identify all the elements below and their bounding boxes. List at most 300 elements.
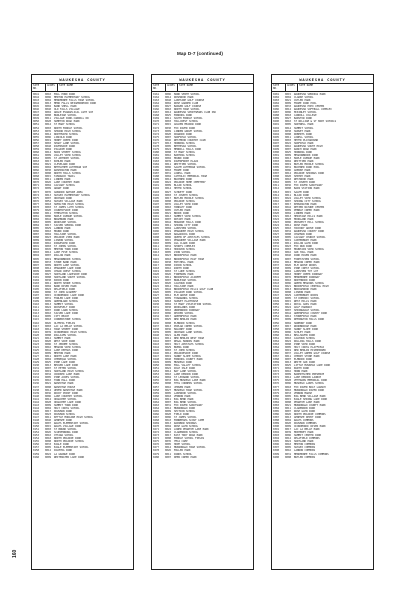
site-name-cell: ST DOMINIC SCHOOL [294,297,320,301]
site-name-cell: PRAIRIE HOME CEMETERY [174,181,206,185]
acres-cell: 0004 [45,184,52,188]
site-number-cell: 0145 [33,409,40,413]
site-name-cell: MENOMONEE PARKWAY [294,275,320,279]
site-name-cell: MERRILL HILLS PARK [174,147,202,151]
site-number-cell: 0075 [33,196,40,200]
site-name-cell: HORIZON SCHOOL [174,248,196,252]
site-name-cell: CALHOUN SCHOOL [294,336,316,340]
acres-cell: 0022 [285,141,292,145]
table-rows [152,92,253,459]
site-number-cell: 0048 [33,114,40,118]
site-number-cell: 0319 [273,208,280,212]
site-number-cell: 0338 [273,266,280,270]
acres-cell: 0012 [285,376,292,380]
site-name-cell: ST BRUNO SCHOOL [54,428,77,432]
site-number-cell: 0385 [273,409,280,413]
site-number-cell: 0101 [33,275,40,279]
site-name-cell: OCONOMOWOC LAKE PARK [54,294,85,298]
site-name-cell: ROBERTS PARK [294,132,313,136]
site-name-cell: WEST HILLS PARK [294,300,317,304]
acres-cell: 0008 [165,321,172,325]
acres-cell: 0007 [285,409,292,413]
site-number-cell: 0380 [273,394,280,398]
site-name-cell: NIXON PARK [54,278,70,282]
site-number-cell: 0330 [273,242,280,246]
acres-cell: 0015 [45,294,52,298]
acres-cell: 0044 [165,220,172,224]
site-number-cell: 0292 [273,126,280,130]
site-name-cell: ST ANTHONY SCHOOL [54,156,80,160]
acres-cell: 0005 [285,345,292,349]
acres-cell: 0024 [285,306,292,310]
site-number-cell: 0393 [273,434,280,438]
site-name-cell: MILLER PARK [174,449,191,453]
acres-cell: 0009 [285,102,292,106]
site-name-cell: LOWELL PARK [174,172,191,176]
site-number-cell: 0215 [153,257,160,261]
site-number-cell: 0053 [33,129,40,133]
site-number-cell: 0400 [273,455,280,459]
site-name-cell: BUCHNER PARK [174,178,193,182]
site-name-cell: LANNON PARK [54,227,71,231]
site-number-cell: 0276 [153,443,160,447]
site-number-cell: 0202 [153,217,160,221]
site-name-cell: BIG BEND PARK [174,397,194,401]
acres-cell: 0006 [45,394,52,398]
acres-cell: 0004 [285,211,292,215]
site-name-cell: WILLOW GLEN PARK [294,242,319,246]
acres-cell: 0012 [45,336,52,340]
acres-cell: 0015 [165,342,172,346]
site-name-cell: BROOK PARK [174,211,190,215]
site-name-cell: EAST TROY ROAD PARK [174,434,203,438]
site-number-cell: 0263 [153,403,160,407]
acres-cell: 0010 [285,178,292,182]
site-number-cell: 0236 [153,321,160,325]
site-number-cell: 0396 [273,443,280,447]
acres-cell: 0011 [165,275,172,279]
site-number-cell: 0233 [153,312,160,316]
site-number-cell: 0387 [273,415,280,419]
acres-cell: 0004 [45,147,52,151]
site-name-cell: MEADOWBROOK PARK [294,153,319,157]
acres-cell: 0008 [285,400,292,404]
acres-cell: 0028 [45,120,52,124]
table-row [32,456,133,459]
site-number-cell: 0260 [153,394,160,398]
site-name-cell: SENIOR HIGH SCHOOL [54,129,82,133]
acres-cell: 0011 [285,303,292,307]
site-name-cell: KURTH PARK [294,367,310,371]
site-name-cell: REGAL MANORS PARK [174,339,200,343]
site-number-cell: 0262 [153,400,160,404]
site-number-cell: 0125 [33,348,40,352]
site-name-cell: WHITTIER SCHOOL [174,163,197,167]
site-number-cell: 0303 [273,160,280,164]
acres-cell: 0017 [45,409,52,413]
site-number-cell: 0247 [153,355,160,359]
site-name-cell: HAMPTON ROAD PARK [54,120,80,124]
site-name-cell: PINE VIEW PARK [294,342,316,346]
site-number-cell: 0142 [33,400,40,404]
acres-cell: 0005 [45,315,52,319]
acres-cell: 0011 [165,163,172,167]
site-number-cell: 0249 [153,361,160,365]
site-number-cell: 0158 [33,449,40,453]
site-number-cell: 0369 [273,361,280,365]
site-number-cell: 0205 [153,227,160,231]
site-number-cell: 0198 [153,205,160,209]
site-name-cell: NAGAWICKA PARK [174,233,196,237]
acres-cell: 0044 [285,312,292,316]
acres-cell: 0011 [45,415,52,419]
acres-cell: 0007 [165,455,172,459]
acres-cell: 0018 [45,202,52,206]
acres-cell: 0016 [45,242,52,246]
acres-cell: 0013 [285,361,292,365]
acres-cell: 0033 [45,260,52,264]
acres-cell: 0018 [285,385,292,389]
site-name-header: SITE NAME [299,84,314,87]
site-number-cell: 0054 [33,132,40,136]
site-name-cell: WAUKESHA COUNTY PARK [294,230,325,234]
acres-cell: 0010 [285,227,292,231]
acres-cell: 0052 [45,199,52,203]
site-number-cell: 0248 [153,358,160,362]
site-number-cell: 0284 [273,102,280,106]
site-name-cell: BADGER GOLF COURSE [174,105,202,109]
site-number-cell: 0044 [33,102,40,106]
site-name-cell: WALES COMMONS [294,419,314,423]
site-name-cell: LA GRANGE PARK [54,452,76,456]
site-name-cell: GREENLAND SCHOOL [54,300,79,304]
acres-cell: 0005 [45,220,52,224]
site-number-cell: 0258 [153,388,160,392]
site-name-cell: CUTLER PARK [294,99,311,103]
site-name-cell: SECTION SCHOOL [174,409,196,413]
site-name-cell: PRAIRIE SCHOOL [174,199,196,203]
acres-cell: 0016 [45,345,52,349]
site-number-cell: 0399 [273,452,280,456]
site-name-cell: TESS CORNERS SCHOOL [174,382,203,386]
acres-cell: 0010 [165,205,172,209]
site-number-cell: 0331 [273,245,280,249]
site-number-cell: 0177 [153,141,160,145]
acres-cell: 0011 [45,211,52,215]
site-name-cell: ROSE GLEN PARK [294,409,316,413]
site-number-cell: 0127 [33,355,40,359]
acres-cell: 0006 [165,312,172,316]
site-number-cell: 0175 [153,135,160,139]
site-name-cell: VALLEY VIEW SCHOOL [294,196,322,200]
site-number-cell: 0279 [153,452,160,456]
site-name-cell: WILLOW PARK [54,254,71,258]
acres-cell: 0003 [45,245,52,249]
site-number-cell: 0143 [33,403,40,407]
acres-cell: 0012 [165,294,172,298]
acres-cell: 0007 [285,199,292,203]
site-name-cell: MERTON PARK [54,351,71,355]
site-number-cell: 0156 [33,443,40,447]
site-name-cell: WEST SIDE PARK [54,339,76,343]
site-name-cell: LAKEWOOD SCHOOL [174,391,197,395]
site-name-cell: VILLAGE PARK-CARROLL DR [54,117,89,121]
acres-cell: 0011 [45,178,52,182]
site-number-cell: 0207 [153,233,160,237]
site-name-cell: RANCH ROAD PARK [294,147,317,151]
site-number-cell: 0161 [153,93,160,96]
acres-cell: 0006 [45,342,52,346]
acres-cell: 0027 [165,388,172,392]
site-number-cell: 0073 [33,190,40,194]
site-name-header: SITE NAME [59,84,74,87]
site-number-cell: 0243 [153,342,160,346]
site-number-cell: 0192 [153,187,160,191]
site-name-cell: NORTH HILLS SCHOOL [54,172,82,176]
table-panel-middle [151,74,254,570]
site-name-cell: LAKESIDE GOLF COURSE [174,99,205,103]
acres-cell: 0017 [165,196,172,200]
site-name-cell: PHANTOM LAKE PARK [294,400,320,404]
site-number-cell: 0336 [273,260,280,264]
site-name-cell: NORTH LAKE SCHOOL [54,263,80,267]
acres-cell: 0011 [165,452,172,456]
acres-cell: 0010 [45,230,52,234]
site-number-cell: 0077 [33,202,40,206]
acres-cell: 0004 [45,233,52,237]
acres-cell: 0021 [285,284,292,288]
acres-cell: 0031 [165,172,172,176]
acres-cell: 0013 [285,288,292,291]
site-number-cell: 0060 [33,150,40,154]
site-number-cell: 0092 [33,248,40,252]
site-name-cell: HOLY CROSS PLAYFIELD [294,345,325,349]
site-number-cell: 0153 [33,434,40,438]
site-number-cell: 0102 [33,278,40,282]
acres-cell: 0045 [45,248,52,252]
acres-cell: 0009 [165,361,172,365]
site-number-cell: 0340 [273,272,280,276]
site-number-cell: 0379 [273,391,280,395]
site-name-cell: ST MARY VISITATION SCHOOL [174,303,212,307]
site-number-cell: 0057 [33,141,40,145]
site-name-cell: SUMMIT SCHOOL [294,126,314,130]
acres-cell: 0026 [165,272,172,276]
acres-cell: 0024 [165,428,172,432]
site-name-cell: MITCHELL PARK [174,260,194,264]
site-name-cell: MIDDLE SCHOOL FIELDS [174,437,205,441]
site-name-cell: MAIN STREET SCHOOL [54,150,82,154]
site-number-cell: 0097 [33,263,40,267]
site-name-cell: LAC LA BELLE SCHOOL [54,324,83,328]
site-name-cell: NORTH LAKE PARK [54,355,77,359]
site-name-cell: VALLEY VIEW SCHOOL [54,153,82,157]
acres-cell: 0010 [45,379,52,383]
acres-cell: 0019 [45,138,52,142]
site-name-cell: GENESEE DEPOT PARK [294,415,322,419]
site-number-cell: 0383 [273,403,280,407]
acres-cell: 0006 [45,214,52,218]
acres-cell: 0009 [45,153,52,157]
site-number-cell: 0129 [33,361,40,365]
site-number-cell: 0368 [273,358,280,362]
site-number-cell: 0305 [273,166,280,170]
site-name-cell: ELMWOOD SCHOOL [174,321,196,325]
site-name-cell: MUKWONAGO COUNTY PARK [294,403,326,407]
site-name-cell: PRAIRIE SPRINGS PARK [294,172,325,176]
site-number-cell: 0344 [273,284,280,288]
site-name-cell: MUSKEGO PARK [174,361,193,365]
site-number-cell: 0108 [33,297,40,301]
acres-cell: 0016 [165,153,172,157]
site-name-cell: SOUTH MIDDLE SCHOOL [174,117,203,121]
site-name-cell: ST LUKE SCHOOL [174,269,196,273]
acres-cell: 0011 [165,336,172,340]
site-name-cell: NORTH HIGH SCHOOL [174,108,200,112]
site-name-cell: BADERTSCHER PRESERVE [294,373,325,377]
acres-cell: 0008 [285,187,292,191]
site-name-cell: KETTLE MORAINE HIGH SCHOOL [54,415,94,419]
site-number-cell: 0228 [153,297,160,301]
site-name-cell: ROCKY POINT PARK [54,391,79,395]
acres-cell: 0036 [165,327,172,331]
acres-cell: 0021 [285,99,292,103]
site-number-cell: 0359 [273,330,280,334]
acres-cell: 0013 [45,303,52,307]
acres-cell: 0021 [285,403,292,407]
site-number-cell: 0126 [33,351,40,355]
acres-cell: 0017 [45,160,52,164]
site-name-cell: LAKE COUNTRY PARK [54,181,80,185]
site-name-cell: CARROLL COLLEGE [294,114,317,118]
acres-cell: 0015 [165,123,172,127]
acres-cell: 0024 [165,147,172,151]
site-number-cell: 0388 [273,419,280,423]
acres-cell: 0013 [165,214,172,218]
acres-cell: 0033 [285,391,292,395]
acres-cell: 0005 [45,156,52,160]
acres-cell: 0020 [165,132,172,136]
site-name-cell: PARKS SCHOOL [174,452,193,456]
site-number-cell: 0185 [153,166,160,170]
site-name-cell: CALHOUN PARK [174,281,193,285]
acres-cell: 0004 [165,376,172,380]
acres-cell: 0014 [45,266,52,270]
acres-cell: 0008 [45,172,52,176]
site-name-cell: GREEN MEADOWS SCHOOL [294,281,325,285]
acres-cell: 0032 [285,230,292,234]
site-name-cell: SILVER LAKE PARK [54,312,79,316]
acres-cell: 0025 [285,150,292,154]
site-number-cell: 0105 [33,288,40,291]
acres-cell: 0023 [45,412,52,416]
site-name-cell: NORTH MIDDLE SCHOOL [54,126,83,130]
site-number-cell: 0103 [33,281,40,285]
site-name-cell: PEWAUKEE HIGH SCHOOL [174,230,205,234]
site-name-cell: LINCOLN PARK [54,135,73,139]
site-name-cell: SCHLEY PARK [294,330,311,334]
acres-cell: 0004 [285,160,292,164]
site-number-cell: 0355 [273,318,280,322]
acres-cell: 0042 [285,205,292,209]
site-name-cell: EAGLE PARK [54,443,70,447]
site-number-cell: 0333 [273,251,280,255]
site-name-cell: BURLEIGH SCHOOL [174,278,197,282]
site-name-cell: ST MARY SCHOOL [54,123,76,127]
site-number-cell: 0206 [153,230,160,234]
site-name-cell: DOUSMAN PARK [54,409,73,413]
site-number-cell: 0372 [273,370,280,374]
site-number-cell: 0113 [33,312,40,316]
site-number-cell: 0224 [153,284,160,288]
acres-cell: 0022 [165,367,172,371]
site-number-cell: 0327 [273,233,280,237]
site-number-cell: 0378 [273,388,280,392]
acres-cell: 0019 [165,230,172,234]
site-name-cell: WOODSIDE SCHOOL [54,220,77,224]
acres-cell: 0018 [45,437,52,441]
acres-cell: 0015 [285,190,292,194]
site-name-cell: RETZER NATURE CENTER [294,205,325,209]
site-name-cell: MENOMONEE FALLS COMMONS [294,452,329,456]
site-name-cell: FOX RIVER BOAT LAUNCH [294,385,326,389]
site-name-cell: STONE BANK PARK [54,260,77,264]
site-number-cell: 0210 [153,242,160,246]
site-name-cell: VALLEY VIEW PARK [174,202,199,206]
site-name-cell: WALES ELEMENTARY SCHOOL [54,422,89,426]
site-name-cell: BETHESDA SCHOOL [174,144,197,148]
site-number-cell: 0329 [273,239,280,243]
site-number-cell: 0197 [153,202,160,206]
site-number-cell: 0265 [153,409,160,413]
site-number-cell: 0190 [153,181,160,185]
site-number-cell: 0271 [153,428,160,432]
acres-cell: 0038 [165,260,172,264]
site-number-cell: 0225 [153,288,160,291]
site-name-cell: LAKEVIEW TOT LOT [294,269,319,273]
site-name-cell: CATHOLIC MEMORIAL HIGH [174,175,208,179]
acres-cell: 0009 [165,242,172,246]
acres-cell: 0007 [165,339,172,343]
site-number-cell: 0283 [273,99,280,103]
acres-cell: 0006 [165,364,172,368]
acres-cell: 0025 [285,364,292,368]
acres-cell: 0039 [165,160,172,164]
site-number-cell: 0293 [273,129,280,133]
acres-cell: 0006 [285,111,292,115]
site-number-cell: 0398 [273,449,280,453]
acres-cell: 0027 [165,105,172,109]
site-number-cell: 0270 [153,425,160,429]
site-number-cell: 0204 [153,224,160,228]
site-name-cell: BURLEIGH SCHOOL [54,114,77,118]
site-number-cell: 0184 [153,163,160,167]
acres-cell: 0019 [45,370,52,374]
site-name-cell: LAKE COUNTRY SCHOOL [54,394,83,398]
table-rows [32,92,133,459]
site-number-cell: 0294 [273,132,280,136]
acres-cell: 0012 [165,111,172,115]
acres-cell: 0020 [45,339,52,343]
site-number-cell: 0277 [153,446,160,450]
site-number-cell: 0362 [273,339,280,343]
site-number-cell: 0241 [153,336,160,340]
site-number-cell: 0321 [273,214,280,218]
acres-cell: 0012 [45,251,52,255]
site-number-cell: 0176 [153,138,160,142]
acres-cell: 0025 [165,318,172,322]
site-name-cell: BUTLER COMMONS [294,455,316,459]
